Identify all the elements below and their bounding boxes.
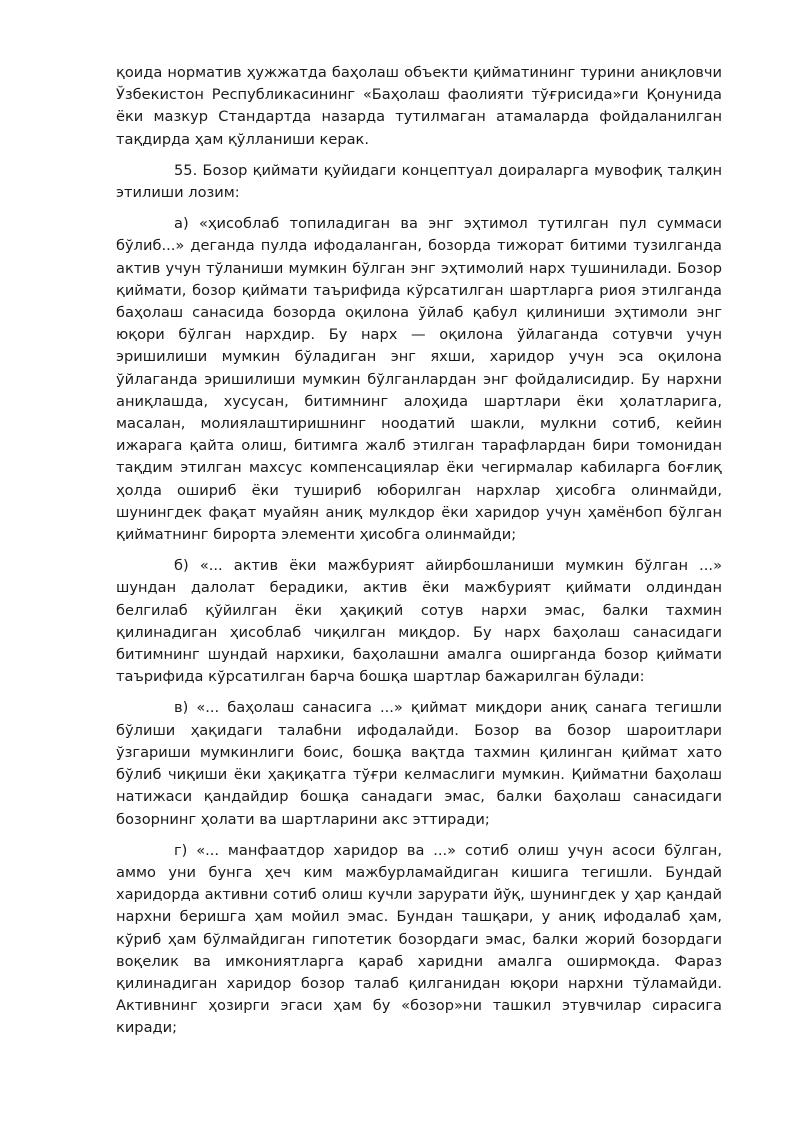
item-g-paragraph: г) «... манфаатдор харидор ва ...» сотиб олиш учун асоси бўлган, аммо уни бунга ҳеч ким мажбурламайдиган кишига тегишли. Бундай харидорда активни сотиб олиш кучли зарурати йўқ, шунингдек у ҳар қандай нархни беришга ҳам мойил эмас. Бундан ташқари, у аниқ ифодалаб ҳам, кўриб ҳам бўлмайдиган гипотетик бозордаги эмас, балки жорий бозордаги воқелик ва имкониятларга қараб харидни амалга оширмоқда. Фараз қилинадиган харидор бозор талаб қилганидан юқори нархни тўламайди. Активнинг ҳозирги эгаси ҳам бу «бозор»ни ташкил этувчилар сирасига киради; [116,841,722,1037]
document-page [116,62,722,1049]
continuation-paragraph: қоида норматив ҳужжатда баҳолаш объекти қийматининг турини аниқловчи Ўзбекистон Республикасининг «Баҳолаш фаолияти тўғрисида»ги Қонунида ёки мазкур Стандартда назарда тутилмаган атамаларда фойдаланилган тақдирда ҳам қўлланиши керак. [116,64,722,148]
item-b-paragraph: б) «... актив ёки мажбурият айирбошланиши мумкин бўлган ...» шундан далолат берадики, актив ёки мажбурият қиймати олдиндан белгилаб қўйилган ёки ҳақиқий сотув нархи эмас, балки тахмин қилинадиган ҳисоблаб чиқилган миқдор. Бу нарх баҳолаш санасидаги битимнинг шундай нархики, баҳолашни амалга оширганда бозор қиймати таърифида кўрсатилган барча бошқа шартлар бажарилган бўлади: [116,557,722,686]
item-v-paragraph: в) «... баҳолаш санасига ...» қиймат миқдори аниқ санага тегишли бўлиши ҳақидаги талабни ифодалайди. Бозор ва бозор шароитлари ўзгариши мумкинлиги боис, бошқа вақтда тахмин қилинган қиймат хато бўлиб чиқиши ёки ҳақиқатга тўғри келмаслиги мумкин. Қийматни баҳолаш натижаси қандайдир бошқа санадаги эмас, балки баҳолаш санасидаги бозорнинг ҳолати ва шартларини акс эттиради; [116,699,722,828]
item-a-paragraph: а) «ҳисоблаб топиладиган ва энг эҳтимол тутилган пул суммаси бўлиб...» деганда пулда ифодаланган, бозорда тижорат битими тузилганда актив учун тўланиши мумкин бўлган энг эҳтимолий нарх тушинилади. Бозор қиймати, бозор қиймати таърифида кўрсатилган шартларга риоя этилганда баҳолаш санасида бозорда оқилона ўйлаб қабул қилиниши эҳтимоли энг юқори бўлган нархдир. Бу нарх — оқилона ўйлаганда сотувчи учун эришилиши мумкин бўладиган энг яхши, харидор учун эса оқилона ўйлаганда эришилиши мумкин бўлганлардан энг фойдалисидир. Бу нархни аниқлашда, хусусан, битимнинг алоҳида шартлари ёки ҳолатларига, масалан, молиялаштиришнинг ноодатий шакли, мулкни сотиб, кейин ижарага қайта олиш, битимга жалб этилган тарафлардан бири томонидан тақдим этилган махсус компенсациялар ёки чегирмалар кабиларга боғлиқ ҳолда ошириб ёки тушириб юборилган нархлар ҳисобга олинмайди, шунингдек фақат муайян аниқ мулкдор ёки харидор учун ҳамёнбоп бўлган қийматнинг бирорта элементи ҳисобга олинмайди; [116,215,722,544]
section-55-paragraph: 55. Бозор қиймати қуйидаги концептуал доираларга мувофиқ талқин этилиши лозим: [116,161,722,202]
